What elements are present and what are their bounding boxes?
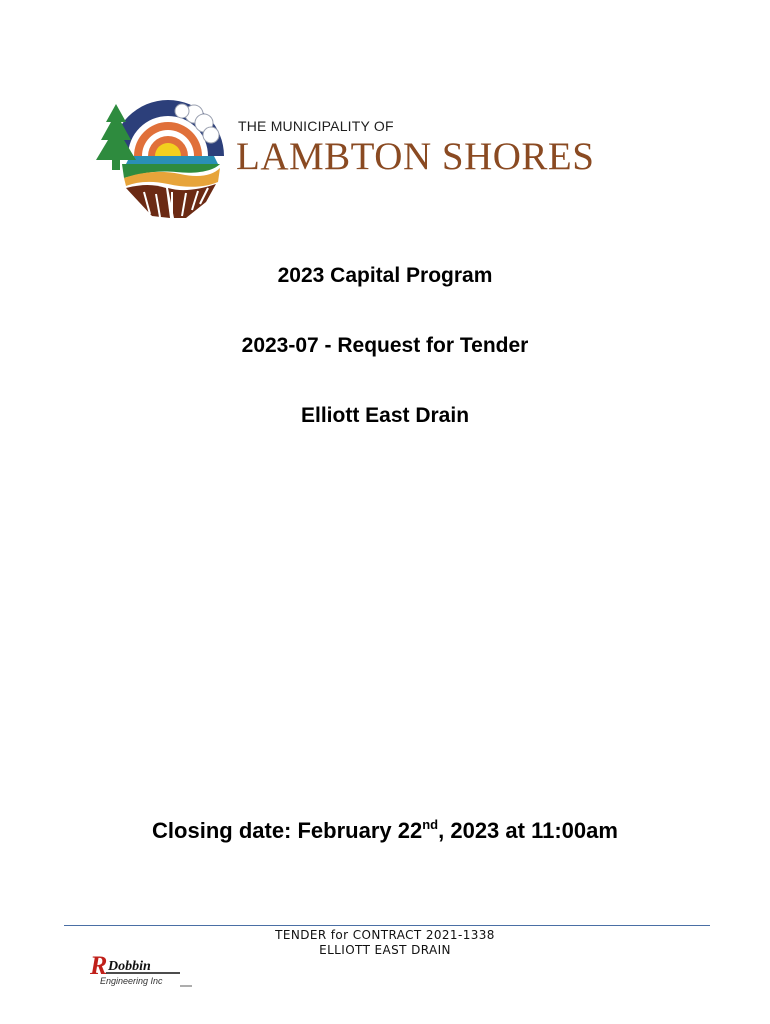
municipality-logo-icon [94, 90, 230, 220]
footer-project-line: ELLIOTT EAST DRAIN [319, 943, 451, 957]
project-heading: Elliott East Drain [300, 404, 470, 427]
logo-subtitle: THE MUNICIPALITY OF [238, 118, 394, 134]
company-logo-icon [88, 950, 198, 990]
footer-contract-line: TENDER for CONTRACT 2021-1338 [275, 928, 495, 942]
footer-divider [64, 925, 710, 926]
closing-date-ordinal: nd [422, 817, 439, 832]
company-logo-sub-text: Engineering Inc [100, 976, 163, 986]
svg-text:R: R [90, 951, 108, 980]
program-heading: 2023 Capital Program [277, 264, 493, 287]
closing-date [0, 818, 770, 844]
request-heading: 2023-07 - Request for Tender [241, 334, 529, 357]
closing-date-prefix: Closing date: February 22 [152, 818, 423, 843]
logo-title: LAMBTON SHORES [236, 135, 595, 178]
company-logo-main-text: Dobbin [108, 959, 151, 974]
closing-date-suffix: , 2023 at 11:00am [438, 818, 618, 843]
